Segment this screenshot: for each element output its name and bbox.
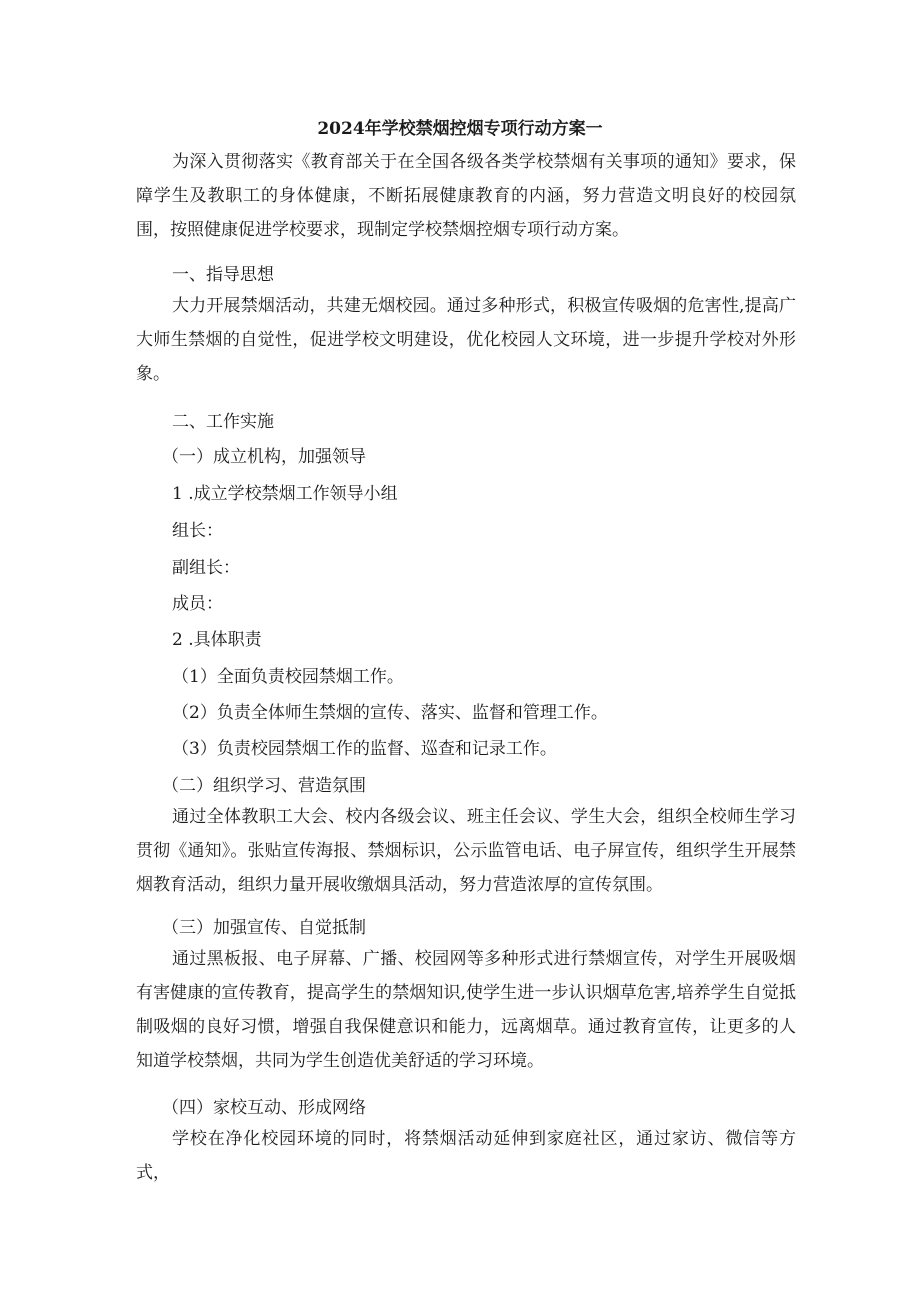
publicity-paragraph: 通过黑板报、电子屏幕、广播、校园网等多种形式进行禁烟宣传，对学生开展吸烟有害健康的宣传教育，提高学生的禁烟知识,使学生进一步认识烟草危害,培养学生自觉抵制吸烟的良好习惯，增强自我保健意识和能力，远离烟草。通过教育宣传，让更多的人知道学校禁烟，共同为学生创造优美舒适的学习环境。 <box>136 949 796 1071</box>
section-heading-guiding-ideology: 一、指导思想 <box>172 265 274 285</box>
guiding-ideology-paragraph: 大力开展禁烟活动，共建无烟校园。通过多种形式，积极宣传吸烟的危害性,提高广大师生禁烟的自觉性，促进学校文明建设，优化校园人文环境，进一步提升学校对外形象。 <box>136 296 796 384</box>
subsection-heading-home-school: （四）家校互动、形成网络 <box>162 1098 366 1118</box>
list-item-duties: 2 .具体职责 <box>172 630 262 650</box>
duty-item-2: （2）负责全体师生禁烟的宣传、落实、监督和管理工作。 <box>172 703 608 723</box>
list-item-leading-group: 1 .成立学校禁烟工作领导小组 <box>172 484 398 504</box>
document-title: 2024年学校禁烟控烟专项行动方案一 <box>317 119 603 139</box>
intro-paragraph: 为深入贯彻落实《教育部关于在全国各级各类学校禁烟有关事项的通知》要求，保障学生及教职工的身体健康，不断拓展健康教育的内涵，努力营造文明良好的校园氛围，按照健康促进学校要求，现制定学校禁烟控烟专项行动方案。 <box>136 152 796 240</box>
field-label-leader: 组长： <box>172 521 223 541</box>
subsection-heading-organization: （一）成立机构，加强领导 <box>162 447 366 467</box>
subsection-heading-study: （二）组织学习、营造氛围 <box>162 776 366 796</box>
field-label-deputy-leader: 副组长： <box>172 558 240 578</box>
study-paragraph: 通过全体教职工大会、校内各级会议、班主任会议、学生大会，组织全校师生学习贯彻《通知》。张贴宣传海报、禁烟标识，公示监管电话、电子屏宣传，组织学生开展禁烟教育活动，组织力量开展收缴烟具活动，努力营造浓厚的宣传氛围。 <box>136 807 796 895</box>
home-school-paragraph: 学校在净化校园环境的同时，将禁烟活动延伸到家庭社区，通过家访、微信等方式， <box>136 1129 796 1183</box>
subsection-heading-publicity: （三）加强宣传、自觉抵制 <box>162 918 366 938</box>
duty-item-1: （1）全面负责校园禁烟工作。 <box>172 667 404 687</box>
field-label-members: 成员： <box>172 594 223 614</box>
section-heading-implementation: 二、工作实施 <box>172 412 274 432</box>
duty-item-3: （3）负责校园禁烟工作的监督、巡查和记录工作。 <box>172 739 557 759</box>
